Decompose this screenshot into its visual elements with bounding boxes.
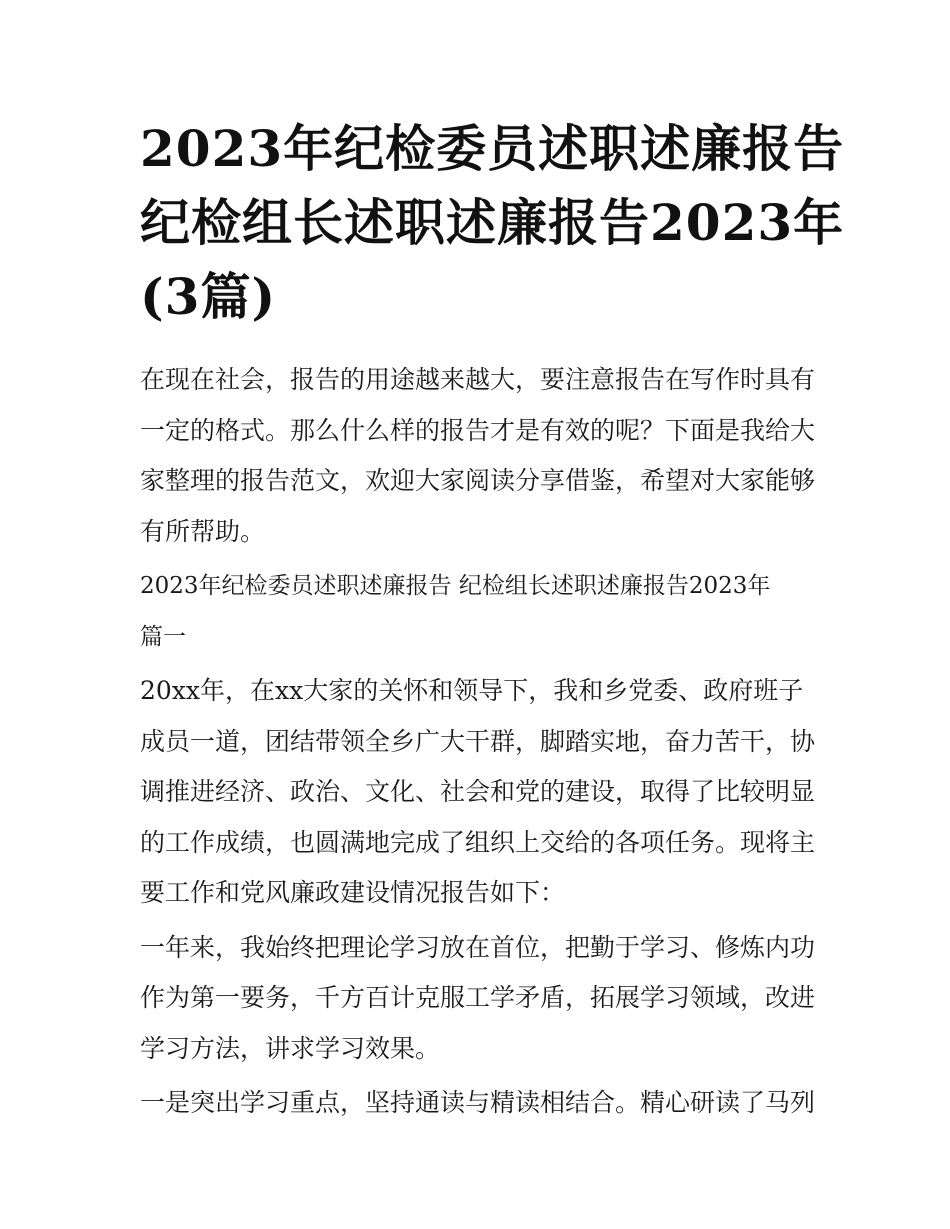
intro-paragraph [140,355,820,557]
body-paragraph [140,666,820,919]
body-paragraph [140,1078,820,1129]
text-line: 在现在社会，报告的用途越来越大，要注意报告在写作时具有 [140,365,816,394]
text-line: 成员一道，团结带领全乡广大干群，脚踏实地，奋力苦干，协 [140,726,816,756]
text-line: 有所帮助。 [140,516,266,546]
text-line: 20xx年，在xx大家的关怀和领导下，我和乡党委、政府班子 [140,676,804,705]
text-line: 作为第一要务，千方百计克服工学矛盾，拓展学习领域，改进 [140,983,816,1012]
text-line: 学习方法，讲求学习效果。 [140,1033,441,1063]
document-body [140,355,820,1133]
document-title [140,112,845,334]
title-line: 2023年纪检委员述职述廉报告 [140,119,845,178]
text-line: 2023年纪检委员述职述廉报告 纪检组长述职述廉报告2023年 [140,573,771,599]
text-line: 家整理的报告范文，欢迎大家阅读分享借鉴，希望对大家能够 [140,466,816,495]
title-line: (3篇) [140,267,277,326]
text-line: 一定的格式。那么什么样的报告才是有效的呢？下面是我给大 [140,415,816,445]
text-line: 的工作成绩，也圆满地完成了组织上交给的各项任务。现将主 [140,827,816,857]
text-line: 一年来，我始终把理论学习放在首位，把勤于学习、修炼内功 [140,932,816,962]
text-line: 篇一 [140,623,186,650]
text-line: 要工作和党风廉政建设情况报告如下： [140,878,566,907]
text-line: 调推进经济、政治、文化、社会和党的建设，取得了比较明显 [140,777,816,806]
title-line: 纪检组长述职述廉报告2023年 [140,193,845,252]
section-heading [140,561,820,662]
text-line: 一是突出学习重点，坚持通读与精读相结合。精心研读了马列 [140,1088,816,1117]
body-paragraph [140,923,820,1075]
